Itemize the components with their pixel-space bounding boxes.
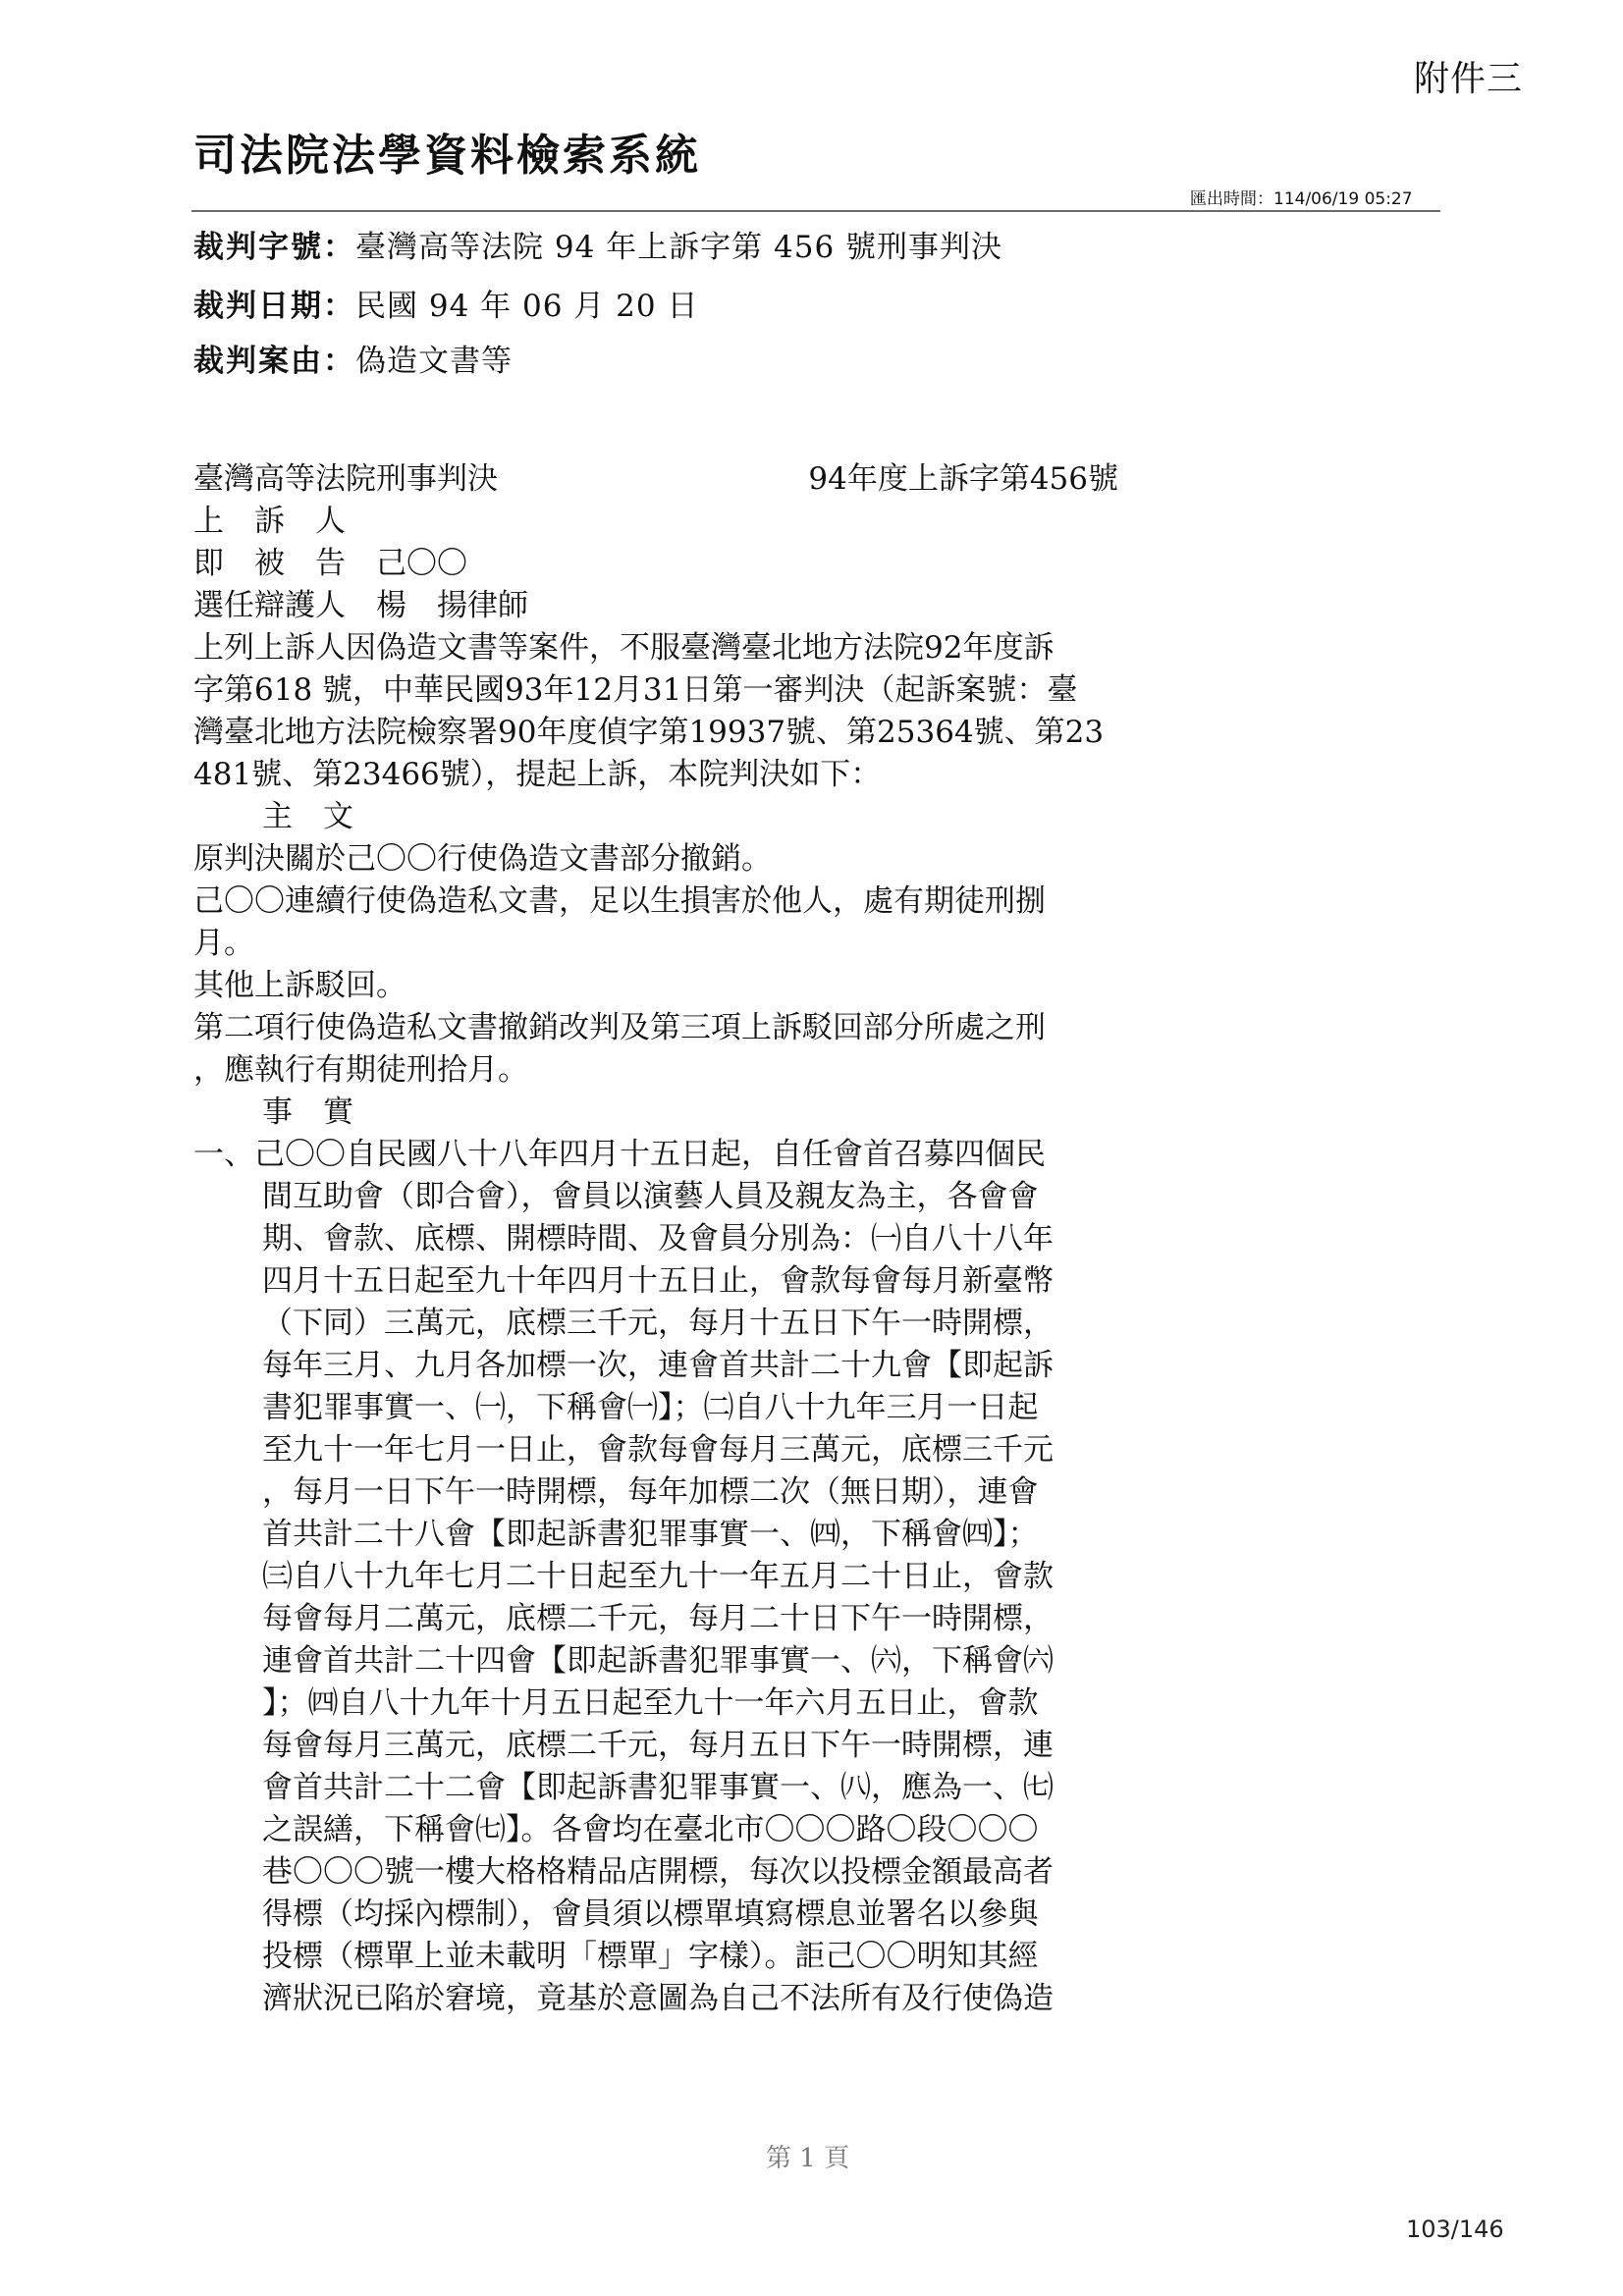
judgment-line: 濟狀況已陷於窘境，竟基於意圖為自己不法所有及行使偽造 <box>262 1981 1054 2016</box>
judgment-line: 得標（均採內標制），會員須以標單填寫標息並署名以參與 <box>262 1896 1039 1932</box>
export-time: 匯出時間：114/06/19 05:27 <box>1190 189 1413 209</box>
judgment-line: 每會每月二萬元，底標二千元，每月二十日下午一時開標， <box>262 1601 1054 1636</box>
judgment-line: 原判決關於己〇〇行使偽造文書部分撤銷。 <box>193 841 772 877</box>
meta-label: 裁判日期： <box>193 289 355 324</box>
judgment-line: 連會首共計二十四會【即起訴書犯罪事實一、㈥，下稱會㈥ <box>262 1643 1054 1679</box>
meta-value: 臺灣高等法院 94 年上訴字第 456 號刑事判決 <box>355 230 1003 265</box>
judgment-line: 己〇〇連續行使偽造私文書，足以生損害於他人，處有期徒刑捌 <box>193 883 1046 919</box>
judgment-line: 四月十五日起至九十年四月十五日止，會款每會每月新臺幣 <box>262 1263 1054 1299</box>
meta-value: 偽造文書等 <box>355 344 513 379</box>
judgment-line: 其他上訴駁回。 <box>193 968 406 1003</box>
judgment-line: 會首共計二十二會【即起訴書犯罪事實一、㈧，應為一、㈦ <box>262 1770 1054 1805</box>
meta-case-number <box>193 228 1002 267</box>
judgment-line: （下同）三萬元，底標三千元，每月十五日下午一時開標， <box>262 1306 1054 1341</box>
judgment-line: 每年三月、九月各加標一次，連會首共計二十九會【即起訴 <box>262 1348 1054 1383</box>
judgment-line: 間互助會（即合會），會員以演藝人員及親友為主，各會會 <box>262 1179 1039 1214</box>
judgment-body <box>193 501 1120 2020</box>
judgment-line: 至九十一年七月一日止，會款每會每月三萬元，底標三千元 <box>262 1432 1054 1468</box>
header-divider <box>191 210 1440 212</box>
judgment-case-number: 94年度上訴字第456號 <box>808 461 1118 497</box>
attachment-label: 附件三 <box>1414 59 1524 99</box>
judgment-line: 巷〇〇〇號一樓大格格精品店開標，每次以投標金額最高者 <box>262 1854 1054 1890</box>
meta-judgment-date <box>193 287 698 326</box>
meta-value: 民國 94 年 06 月 20 日 <box>355 289 699 324</box>
page-number: 第 1 頁 <box>766 2144 850 2173</box>
judgment-line: 選任辯護人 楊 揚律師 <box>193 588 528 623</box>
judgment-line: 書犯罪事實一、㈠，下稱會㈠】；㈡自八十九年三月一日起 <box>262 1390 1039 1425</box>
judgment-line: 481號、第23466號），提起上訴，本院判決如下： <box>193 757 882 792</box>
judgment-line: 上列上訴人因偽造文書等案件，不服臺灣臺北地方法院92年度訴 <box>193 630 1055 666</box>
judgment-line: 即 被 告 己〇〇 <box>193 546 467 581</box>
judgment-line: 一、己〇〇自民國八十八年四月十五日起，自任會首召募四個民 <box>193 1137 1046 1172</box>
judgment-line: 之誤繕，下稱會㈦】。各會均在臺北市〇〇〇路〇段〇〇〇 <box>262 1812 1039 1847</box>
judgment-line: 月。 <box>193 926 254 961</box>
judgment-line: 字第618 號，中華民國93年12月31日第一審判決（起訴案號：臺 <box>193 672 1078 708</box>
system-title: 司法院法學資料檢索系統 <box>193 131 701 181</box>
judgment-line: 每會每月三萬元，底標二千元，每月五日下午一時開標，連 <box>262 1728 1054 1763</box>
judgment-line: 】；㈣自八十九年十月五日起至九十一年六月五日止，會款 <box>262 1685 1039 1721</box>
judgment-line: ㈢自八十九年七月二十日起至九十一年五月二十日止，會款 <box>262 1559 1054 1594</box>
section-heading-facts: 事 實 <box>262 1095 353 1130</box>
judgment-line: 上 訴 人 <box>193 504 346 539</box>
judgment-line: ，應執行有期徒刑拾月。 <box>193 1052 528 1088</box>
page-count: 103/146 <box>1406 2216 1504 2243</box>
meta-label: 裁判案由： <box>193 344 355 379</box>
meta-case-cause <box>193 342 513 381</box>
judgment-line: 首共計二十八會【即起訴書犯罪事實一、㈣，下稱會㈣】； <box>262 1517 1039 1552</box>
section-heading-main-text: 主 文 <box>262 799 353 834</box>
court-title: 臺灣高等法院刑事判決 <box>193 461 498 497</box>
judgment-line: 第二項行使偽造私文書撤銷改判及第三項上訴駁回部分所處之刑 <box>193 1010 1046 1045</box>
judgment-line: 投標（標單上並未載明「標單」字樣）。詎己〇〇明知其經 <box>262 1939 1039 1974</box>
meta-label: 裁判字號： <box>193 230 355 265</box>
judgment-line: 灣臺北地方法院檢察署90年度偵字第19937號、第25364號、第23 <box>193 715 1105 750</box>
judgment-line: ，每月一日下午一時開標，每年加標二次（無日期），連會 <box>262 1474 1039 1510</box>
judgment-line: 期、會款、底標、開標時間、及會員分別為：㈠自八十八年 <box>262 1221 1054 1256</box>
